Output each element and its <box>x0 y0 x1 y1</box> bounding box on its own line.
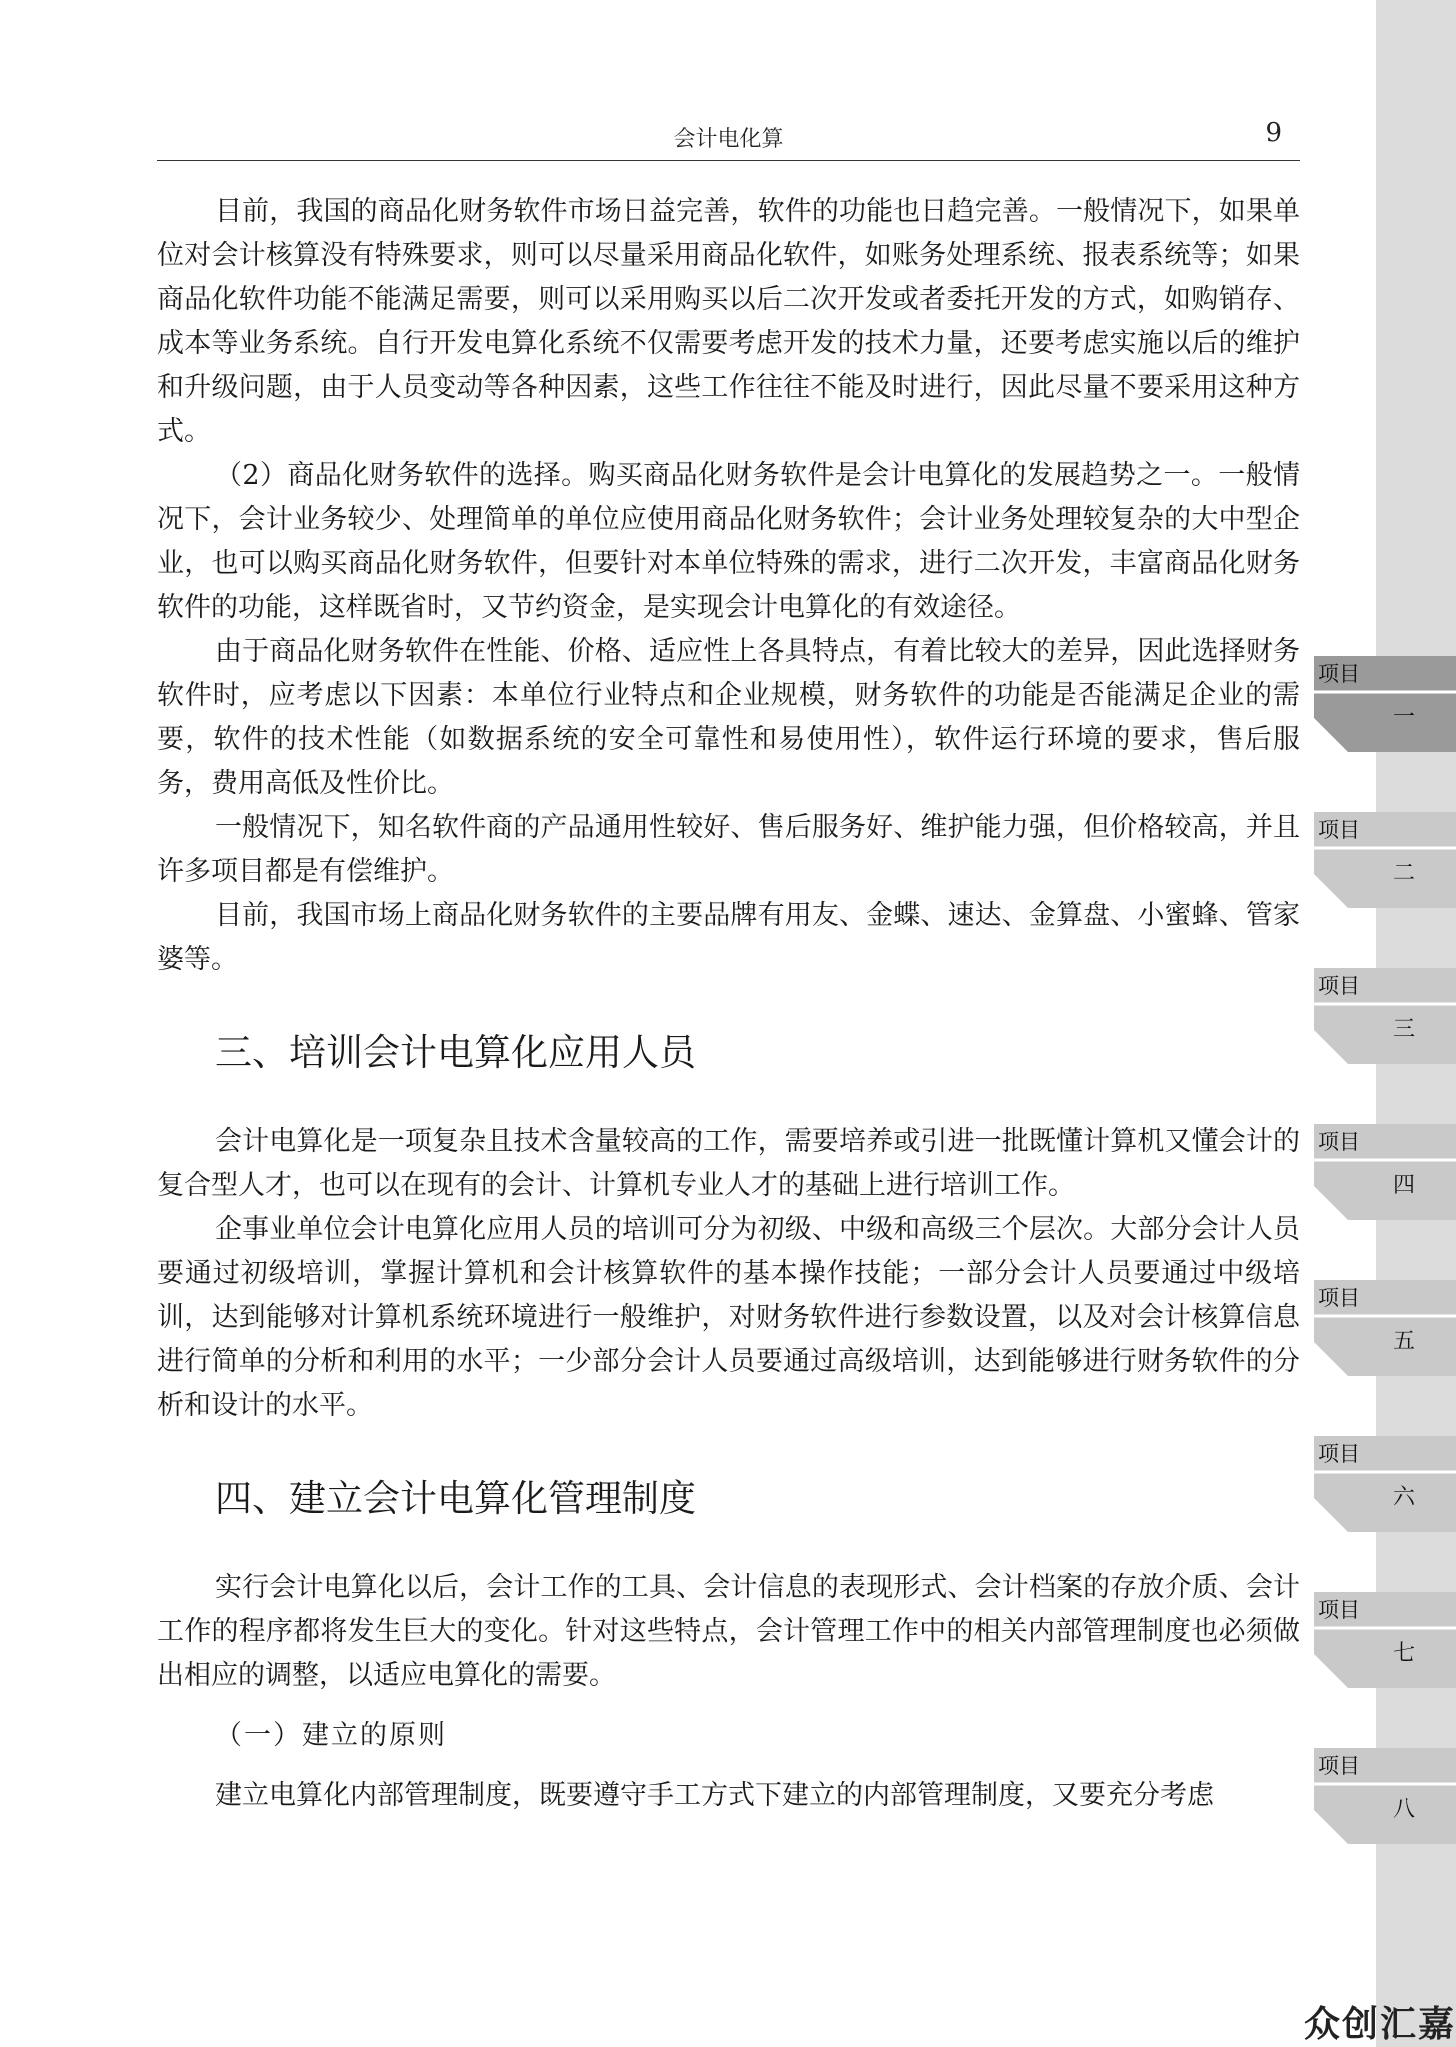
tab-project-3[interactable] <box>1314 968 1456 1064</box>
paragraph: 建立电算化内部管理制度，既要遵守手工方式下建立的内部管理制度，又要充分考虑 <box>215 1780 1214 1811</box>
section-heading: 四、建立会计电算化管理制度 <box>215 1477 696 1520</box>
tab-project-1[interactable] <box>1314 656 1456 752</box>
tab-project-4[interactable] <box>1314 1124 1456 1220</box>
subsection-heading: （一）建立的原则 <box>215 1720 447 1751</box>
watermark-logo: 众创汇嘉 <box>1303 2004 1456 2045</box>
page-body <box>157 190 1300 1818</box>
tab-project-5[interactable] <box>1314 1280 1456 1376</box>
paragraph: 实行会计电算化以后，会计工作的工具、会计信息的表现形式、会计档案的存放介质、会计工作的程序都将发生巨大的变化。针对这些特点，会计管理工作中的相关内部管理制度也必须做出相应的调整，以适应电算化的需要。 <box>157 1572 1300 1691</box>
tab-label: 项目 <box>1318 974 1360 998</box>
paragraph: 目前，我国市场上商品化财务软件的主要品牌有用友、金蝶、速达、金算盘、小蜜蜂、管家婆等。 <box>157 900 1300 975</box>
tab-project-7[interactable] <box>1314 1592 1456 1688</box>
tab-label: 项目 <box>1318 1130 1360 1154</box>
tab-number: 六 <box>1392 1485 1415 1510</box>
tab-project-2[interactable] <box>1314 812 1456 908</box>
tab-project-8[interactable] <box>1314 1748 1456 1844</box>
tab-number: 一 <box>1392 705 1415 730</box>
section-heading: 三、培训会计电算化应用人员 <box>215 1031 696 1074</box>
tab-label: 项目 <box>1318 662 1360 686</box>
tab-number: 八 <box>1392 1797 1415 1822</box>
tab-label: 项目 <box>1318 1442 1360 1466</box>
header-title: 会计电化算 <box>673 127 784 152</box>
tab-label: 项目 <box>1318 818 1360 842</box>
tab-label: 项目 <box>1318 1286 1360 1310</box>
paragraph: 一般情况下，知名软件商的产品通用性较好、售后服务好、维护能力强，但价格较高，并且许多项目都是有偿维护。 <box>157 812 1300 887</box>
paragraph: 目前，我国的商品化财务软件市场日益完善，软件的功能也日趋完善。一般情况下，如果单位对会计核算没有特殊要求，则可以尽量采用商品化软件，如账务处理系统、报表系统等；如果商品化软件功能不能满足需要，则可以采用购买以后二次开发或者委托开发的方式，如购销存、成本等业务系统。自行开发电算化系统不仅需要考虑开发的技术力量，还要考虑实施以后的维护和升级问题，由于人员变动等各种因素，这些工作往往不能及时进行，因此尽量不要采用这种方式。 <box>157 196 1300 447</box>
tab-label: 项目 <box>1318 1598 1360 1622</box>
paragraph: 企事业单位会计电算化应用人员的培训可分为初级、中级和高级三个层次。大部分会计人员要通过初级培训，掌握计算机和会计核算软件的基本操作技能；一部分会计人员要通过中级培训，达到能够对计算机系统环境进行一般维护，对财务软件进行参数设置，以及对会计核算信息进行简单的分析和利用的水平；一少部分会计人员要通过高级培训，达到能够进行财务软件的分析和设计的水平。 <box>157 1214 1300 1421</box>
tab-number: 七 <box>1392 1641 1415 1666</box>
running-header <box>157 118 1300 161</box>
tab-number: 四 <box>1392 1173 1415 1198</box>
tab-label: 项目 <box>1318 1754 1360 1778</box>
paragraph: （2）商品化财务软件的选择。购买商品化财务软件是会计电算化的发展趋势之一。一般情况下，会计业务较少、处理简单的单位应使用商品化财务软件；会计业务处理较复杂的大中型企业，也可以购买商品化财务软件，但要针对本单位特殊的需求，进行二次开发，丰富商品化财务软件的功能，这样既省时，又节约资金，是实现会计电算化的有效途径。 <box>157 460 1300 623</box>
tab-project-6[interactable] <box>1314 1436 1456 1532</box>
tab-number: 三 <box>1392 1017 1415 1042</box>
tab-number: 五 <box>1392 1329 1415 1354</box>
tab-number: 二 <box>1392 861 1415 886</box>
paragraph: 由于商品化财务软件在性能、价格、适应性上各具特点，有着比较大的差异，因此选择财务软件时，应考虑以下因素：本单位行业特点和企业规模，财务软件的功能是否能满足企业的需要，软件的技术性能（如数据系统的安全可靠性和易使用性），软件运行环境的要求，售后服务，费用高低及性价比。 <box>157 636 1300 799</box>
paragraph: 会计电算化是一项复杂且技术含量较高的工作，需要培养或引进一批既懂计算机又懂会计的复合型人才，也可以在现有的会计、计算机专业人才的基础上进行培训工作。 <box>157 1126 1300 1201</box>
page-number: 9 <box>1265 118 1282 148</box>
